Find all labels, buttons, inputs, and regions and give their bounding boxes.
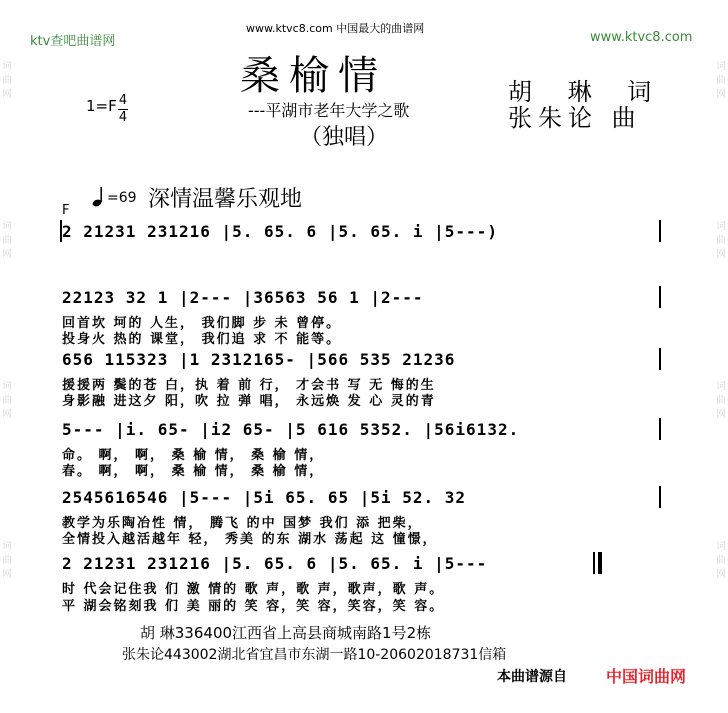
lyricist-address: 胡 琳336400江西省上高县商城南路1号2栋 <box>140 624 432 642</box>
watermark-char: 曲 <box>716 555 726 566</box>
watermark-char: 曲 <box>2 395 12 406</box>
watermark-char: 曲 <box>716 75 726 86</box>
chord-label: F <box>62 203 70 218</box>
time-signature-top: 4 <box>118 93 128 108</box>
quarter-note-icon <box>92 186 106 208</box>
watermark-char: 网 <box>716 569 726 580</box>
notation-row: 22123 32 1 |2--- |36563 56 1 |2--- <box>62 288 424 307</box>
site-name-left[interactable]: ktv查吧曲谱网 <box>30 34 116 49</box>
performance-type: （独唱） <box>300 125 389 150</box>
watermark-char: 曲 <box>2 235 12 246</box>
watermark-char: 网 <box>2 409 12 420</box>
lyric-line-verse-1: 时 代会记住我 们 激 情的 歌 声，歌 声，歌声，歌 声。 <box>62 582 445 597</box>
barline <box>659 418 661 440</box>
watermark-char: 曲 <box>716 235 726 246</box>
source-label: 本曲谱源自 <box>497 669 567 685</box>
watermark-char: 网 <box>2 89 12 100</box>
left-watermark-strip <box>0 0 14 713</box>
lyric-line-verse-2: 春。 啊， 啊， 桑 榆 情， 桑 榆 情， <box>62 464 325 479</box>
lyric-line-verse-1: 教学为乐陶冶性 情， 腾飞 的中 国梦 我们 添 把柴， <box>62 516 423 531</box>
watermark-char: 词 <box>2 61 12 72</box>
watermark-char: 网 <box>2 569 12 580</box>
notation-row: 2545616546 |5--- |5i 65. 65 |5i 52. 32 <box>62 488 467 507</box>
watermark-char: 词 <box>2 541 12 552</box>
lyricist-credit: 胡 琳 词 <box>508 78 666 106</box>
watermark-char: 曲 <box>2 555 12 566</box>
watermark-char: 网 <box>716 89 726 100</box>
notation-row: 5--- |i. 65- |i2 65- |5 616 5352. |56i6132. <box>62 420 520 439</box>
watermark-char: 网 <box>2 249 12 260</box>
watermark-char: 网 <box>716 249 726 260</box>
composer-credit: 张朱论 曲 <box>508 104 642 132</box>
lyric-line-verse-1: 命。 啊， 啊， 桑 榆 情， 桑 榆 情， <box>62 448 325 463</box>
barline <box>659 486 661 508</box>
barline <box>659 220 661 242</box>
notation-row: 656 115323 |1 2312165- |566 535 21236 <box>62 350 456 369</box>
watermark-char: 曲 <box>716 395 726 406</box>
notation-row: 2 21231 231216 |5. 65. 6 |5. 65. i |5--- <box>62 554 488 573</box>
watermark-char: 词 <box>2 221 12 232</box>
barline <box>60 220 62 242</box>
lyric-line-verse-1: 援援两 鬓的苍 白，执 着 前 行， 才会书 写 无 悔的生 <box>62 378 436 393</box>
watermark-char: 词 <box>716 381 726 392</box>
site-url-right[interactable]: www.ktvc8.com <box>590 30 693 45</box>
lyric-line-verse-2: 投身火 热的 课堂， 我们追 求 不 能等。 <box>62 332 342 347</box>
lyric-line-verse-2: 平 湖会铭刻我 们 美 丽的 笑 容，笑 容，笑容，笑 容。 <box>62 599 445 614</box>
barline <box>659 348 661 370</box>
tempo-marking: =69 <box>107 190 137 206</box>
composer-address: 张朱论443002湖北省宜昌市东湖一路10-20602018731信箱 <box>122 647 507 663</box>
notation-row: 2 21231 231216 |5. 65. 6 |5. 65. i |5---) <box>62 222 498 241</box>
time-signature-bottom: 4 <box>118 110 128 125</box>
watermark-char: 词 <box>716 61 726 72</box>
final-barline-thick <box>598 552 602 574</box>
final-barline-thin <box>593 552 595 574</box>
right-watermark-strip <box>714 0 728 713</box>
lyric-line-verse-2: 全情投入越活越年 轻， 秀美 的东 湖水 荡起 这 憧憬， <box>62 532 438 547</box>
time-signature <box>118 94 128 125</box>
watermark-char: 曲 <box>2 75 12 86</box>
source-site-link[interactable]: 中国词曲网 <box>606 667 687 686</box>
watermark-char: 网 <box>716 409 726 420</box>
song-title: 桑榆情 <box>240 53 387 99</box>
site-name-center[interactable]: www.ktvc8.com 中国最大的曲谱网 <box>246 22 425 35</box>
key-signature: 1=F <box>86 97 117 115</box>
watermark-char: 词 <box>716 221 726 232</box>
song-subtitle: ---平湖市老年大学之歌 <box>248 101 410 120</box>
barline <box>659 286 661 308</box>
watermark-char: 词 <box>2 381 12 392</box>
expression-marking: 深情温馨乐观地 <box>148 187 303 212</box>
lyric-line-verse-2: 身影融 进这夕 阳，吹 拉 弹 唱， 永远焕 发 心 灵的青 <box>62 394 436 409</box>
watermark-char: 词 <box>716 541 726 552</box>
lyric-line-verse-1: 回首坎 坷的 人生， 我们脚 步 未 曾停。 <box>62 316 342 331</box>
